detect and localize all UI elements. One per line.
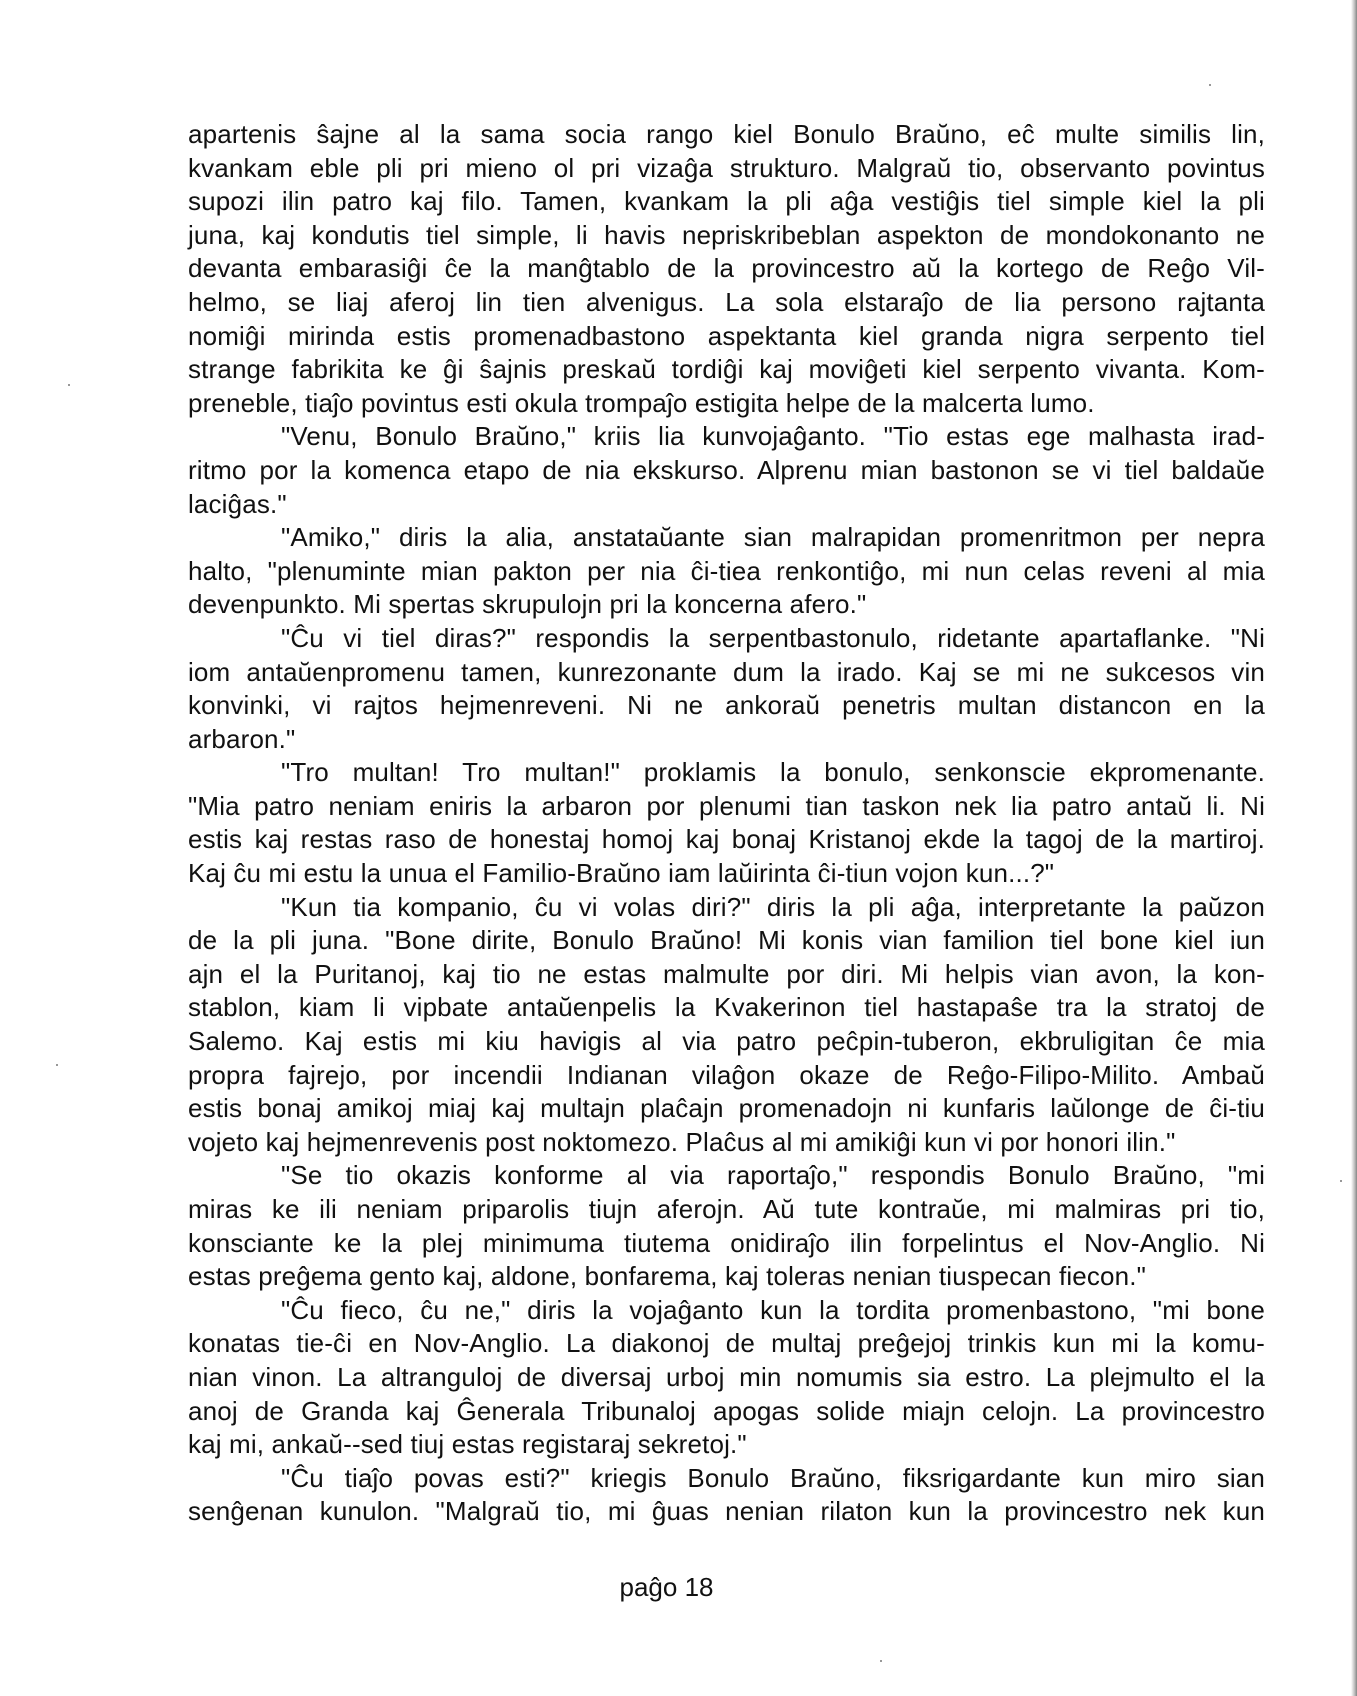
page-number: paĝo 18: [619, 1572, 714, 1602]
text-line: "Mia patro neniam eniris la arbaron por plenumi tian taskon nek lia patro antaŭ li. Ni: [188, 790, 1265, 821]
text-line: konvinki, vi rajtos hejmenreveni. Ni ne ankoraŭ penetris multan distancon en la: [188, 690, 1265, 721]
scan-speck: [1209, 84, 1211, 86]
text-line: estas preĝema gento kaj, aldone, bonfarema, kaj toleras nenian tiuspecan fiecon.": [188, 1261, 1146, 1292]
text-line: devanta embarasiĝi ĉe la manĝtablo de la provincestro aŭ la kortego de Reĝo Vil-: [188, 253, 1265, 284]
text-line: "Ĉu vi tiel diras?" respondis la serpentbastonulo, ridetante apartaflanke. "Ni: [281, 622, 1265, 653]
text-line: juna, kaj kondutis tiel simple, li havis nepriskribeblan aspekton de mondokonanto ne: [188, 219, 1265, 250]
text-line: "Amiko," diris la alia, anstataŭante sian malrapidan promenritmon per nepra: [281, 522, 1265, 553]
text-line: propra fajrejo, por incendii Indianan vilaĝon okaze de Reĝo-Filipo-Milito. Ambaŭ: [188, 1059, 1265, 1090]
text-line: apartenis ŝajne al la sama socia rango kiel Bonulo Braŭno, eĉ multe similis lin,: [188, 119, 1265, 149]
text-line: estis bonaj amikoj miaj kaj multajn plaĉajn promenadojn ni kunfaris laŭlonge de ĉi-tiu: [188, 1093, 1265, 1124]
scan-edge-shadow: [1351, 0, 1357, 1696]
text-line: "Venu, Bonulo Braŭno," kriis lia kunvojaĝanto. "Tio estas ege malhasta irad-: [281, 421, 1265, 452]
scan-speck: [880, 1660, 882, 1662]
text-line: kaj mi, ankaŭ--sed tiuj estas registaraj sekretoj.": [188, 1429, 747, 1460]
text-line: laciĝas.": [188, 488, 287, 519]
text-line: helmo, se liaj aferoj lin tien alvenigus. La sola elstaraĵo de lia persono rajtanta: [188, 286, 1265, 317]
text-line: ajn el la Puritanoj, kaj tio ne estas malmulte por diri. Mi helpis vian avon, la kon-: [188, 958, 1265, 989]
text-line: konsciante ke la plej minimuma tiutema onidiraĵo ilin forpelintus el Nov-Anglio. Ni: [188, 1227, 1265, 1258]
text-line: konatas tie-ĉi en Nov-Anglio. La diakonoj de multaj preĝejoj trinkis kun mi la komu-: [188, 1328, 1265, 1359]
text-line: "Kun tia kompanio, ĉu vi volas diri?" diris la pli aĝa, interpretante la paŭzon: [281, 891, 1265, 922]
text-line: supozi ilin patro kaj filo. Tamen, kvankam la pli aĝa vestiĝis tiel simple kiel la pli: [188, 186, 1265, 217]
text-line: vojeto kaj hejmenrevenis post noktomezo. Plaĉus al mi amikiĝi kun vi por honori ilin.": [188, 1126, 1176, 1157]
text-line: kvankam eble pli pri mieno ol pri vizaĝa strukturo. Malgraŭ tio, observanto povintus: [188, 152, 1265, 183]
text-line: Salemo. Kaj estis mi kiu havigis al via patro peĉpin-tuberon, ekbruligitan ĉe mia: [188, 1026, 1265, 1057]
scan-speck: [68, 384, 70, 386]
text-line: "Ĉu tiaĵo povas esti?" kriegis Bonulo Braŭno, fiksrigardante kun miro sian: [281, 1462, 1265, 1493]
text-line: "Tro multan! Tro multan!" proklamis la bonulo, senkonscie ekpromenante.: [281, 757, 1265, 788]
text-line: miras ke ili neniam priparolis tiujn aferojn. Aŭ tute kontraŭe, mi malmiras pri tio,: [188, 1194, 1265, 1224]
text-line: arbaron.": [188, 723, 296, 754]
text-line: anoj de Granda kaj Ĝenerala Tribunaloj apogas solide miajn celojn. La provincestro: [188, 1395, 1265, 1426]
text-line: "Ĉu fieco, ĉu ne," diris la vojaĝanto kun la tordita promenbastono, "mi bone: [281, 1294, 1265, 1325]
text-line: nomiĝi mirinda estis promenadbastono aspektanta kiel granda nigra serpento tiel: [188, 320, 1265, 351]
text-line: de la pli juna. "Bone dirite, Bonulo Braŭno! Mi konis vian familion tiel bone kiel iun: [188, 925, 1265, 956]
text-line: nian vinon. La altranguloj de diversaj urboj min nomumis sia estro. La plejmulto el la: [188, 1361, 1265, 1392]
text-line: "Se tio okazis konforme al via raportaĵo," respondis Bonulo Braŭno, "mi: [281, 1160, 1265, 1191]
text-line: senĝenan kunulon. "Malgraŭ tio, mi ĝuas nenian rilaton kun la provincestro nek kun: [188, 1496, 1265, 1527]
text-line: iom antaŭenpromenu tamen, kunrezonante dum la irado. Kaj se mi ne sukcesos vin: [188, 656, 1265, 687]
text-line: halto, "plenuminte mian pakton per nia ĉi-tiea renkontiĝo, mi nun celas reveni al mia: [188, 555, 1265, 586]
scan-speck: [1340, 1180, 1342, 1182]
text-line: estis kaj restas raso de honestaj homoj kaj bonaj Kristanoj ekde la tagoj de la martiroj.: [188, 824, 1265, 855]
scan-speck: [56, 1064, 58, 1066]
text-line: preneble, tiaĵo povintus esti okula trompaĵo estigita helpe de la malcerta lumo.: [188, 387, 1095, 418]
text-line: stablon, kiam li vipbate antaŭenpelis la Kvakerinon tiel hastapaŝe tra la stratoj de: [188, 992, 1265, 1023]
text-line: ritmo por la komenca etapo de nia ekskurso. Alprenu mian bastonon se vi tiel baldaŭe: [188, 454, 1265, 485]
text-line: strange fabrikita ke ĝi ŝajnis preskaŭ tordiĝi kaj moviĝeti kiel serpento vivanta. Kom-: [188, 354, 1265, 385]
text-line: Kaj ĉu mi estu la unua el Familio-Braŭno iam laŭirinta ĉi-tiun vojon kun...?": [188, 858, 1055, 889]
text-line: devenpunkto. Mi spertas skrupulojn pri la koncerna afero.": [188, 589, 867, 620]
body-text: [188, 118, 1265, 1529]
